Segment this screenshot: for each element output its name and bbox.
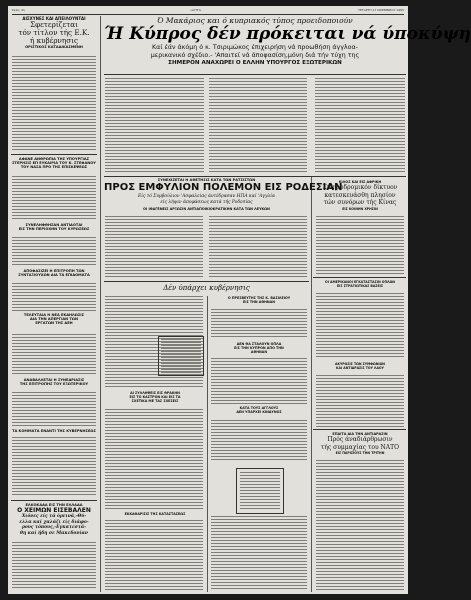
headline-line: ΚΑΙ ΑΝΤΙΔΡΑΣΙΣ ΤΟΥ ΛΑΟΥ xyxy=(336,366,384,370)
article-body xyxy=(12,237,96,267)
left-article-7-heading xyxy=(10,429,98,433)
article-body xyxy=(12,437,96,497)
no-government-heading xyxy=(104,284,309,292)
headline-line: ΑΚΥΡΩΣΙΣ ΤΩΝ ΣΥΜΦΩΝΙΩΝ xyxy=(335,362,385,366)
deck-line: Χιόνες είς τά όρεινά,-Θύ- xyxy=(21,514,87,519)
section-banner: ΟΙ ΙΘΑΓΕΝΕΙΣ ΑΡΞΩΣΙΝ ΑΝΤΙΑΠΟΙΚΙΟΚΡΑΤΙΚΗΝ ΚΑΤΑ ΤΩΝ ΛΕΥΚΩΝ xyxy=(143,207,270,211)
section-rule xyxy=(104,74,406,75)
headline-line: Σφετερίζεται xyxy=(30,20,78,29)
deck-line: θη καί ήδη σε Μακεδονίαν xyxy=(20,530,88,536)
article-body xyxy=(315,78,405,174)
kicker: ΕΛΚΟΚΑΔΑ ΕΙΣ ΤΗΝ ΕΛΛΑΔΑ xyxy=(25,503,83,507)
kicker: ΚΙΛΟΣ ΚΑΙ ΕΙΣ ΑΦΡΙΚΗ xyxy=(338,180,382,184)
article-body xyxy=(105,78,204,174)
article-body xyxy=(211,420,307,462)
ambassador-heading xyxy=(209,296,309,304)
headline-line: Σιδηροδρομικόν δίκτυον xyxy=(322,184,398,191)
headline-line: ΕΙΣ ΤΗΝ ΑΘΗΝΑΝ xyxy=(243,300,275,304)
arrest-story-heading xyxy=(104,391,206,403)
header-rule xyxy=(12,14,404,15)
article-body xyxy=(12,392,96,426)
headline-line: ΟΙ ΑΜΕΡΙΚΑΝΟΙ ΕΓΚΑΤΑΣΤΑΣΙΝ ΟΠΛΩΝ xyxy=(325,280,395,284)
section-banner: ΣΗΜΕΡΟΝ ΑΝΑΧΩΡΕΙ Ο ΕΛΛΗΝ ΥΠΟΥΡΓΟΣ ΕΞΩΤΕΡΙΚΩΝ xyxy=(168,60,342,66)
newspaper-page xyxy=(8,6,471,594)
article-body xyxy=(316,293,404,359)
left-article-5-heading xyxy=(10,313,98,325)
left-article-4-heading xyxy=(10,269,98,277)
weapons-heading xyxy=(209,342,309,354)
headline-line: ΕΙΣ ΣΤΡΑΤΙΩΤΙΚΑΣ ΒΑΣΕΙΣ xyxy=(336,284,384,288)
events-heading xyxy=(104,512,206,516)
section-rule xyxy=(104,176,406,177)
article-body xyxy=(12,176,96,220)
article-body xyxy=(12,334,96,376)
sidebar-box xyxy=(236,468,284,514)
headline-line: ΑΙ ΣΥΛΛΗΨΕΙΣ ΕΙΣ ΘΡΑΚΗΝ xyxy=(130,391,180,395)
article-body xyxy=(211,358,307,404)
headline-line: τών συνόρων τής Κίνας xyxy=(323,199,397,206)
article-body xyxy=(12,542,96,590)
article-body xyxy=(211,309,307,339)
kicker: ΑΦΑΝΕ ΑΝΘΡΩΠΙΑ ΤΗΣ ΥΠΟΥΡΓΙΑΣ xyxy=(18,157,90,161)
headline-line: ΕΙΣ ΤΗΝ ΚΥΠΡΟΝ ΑΠΟ ΤΗΝ xyxy=(234,346,284,350)
sidebar-box xyxy=(158,336,204,376)
china-story-heading xyxy=(314,180,406,211)
article-body xyxy=(240,472,280,510)
headline-line: ΤΕΛΕΥΤΑΙΑ Η ΝΕΑ ΕΚΔΗΛΩΣΙΣ xyxy=(23,313,85,317)
article-body xyxy=(316,216,404,274)
article-body xyxy=(105,409,203,509)
army-heading xyxy=(209,406,309,414)
byline: ΕΙΣ ΚΟΙΝΗΝ ΧΡΗΣΙΝ xyxy=(342,206,378,211)
deck-line: ελλα καί χαλάζι είς διάφο- xyxy=(19,519,89,525)
rhodesia-story-heading xyxy=(104,178,343,211)
article-body xyxy=(316,375,404,427)
column-rule xyxy=(207,296,208,592)
subheadline-line: μερικανικό σχέδιο.- 'Απαιτεί νά άποφασίση,μόνη διά τήν τύχη της xyxy=(150,52,360,59)
headline-line: ΣΧΕΤΙΚΑ ΜΕ ΤΑΣ ΣΧΕΣΕΙΣ xyxy=(131,399,179,403)
article-body xyxy=(105,216,203,278)
left-article-6-heading xyxy=(10,378,98,386)
byline: ΟΡΙΣΤΙΚΟΣ ΚΑΤΑΔΙΚΑΣΜΕΝΗ xyxy=(25,45,83,49)
headline-line: ΕΚΚΑΘΑΡΙΣΙΣ ΤΗΣ ΚΑΤΑΣΤΑΣΕΩΣ xyxy=(124,512,186,516)
headline-line: ΣΥΝΤΑΞΙΟΥΧΩΝ ΔΙΑ ΤΑ ΕΠΙΔΟΜΑΤΑ xyxy=(18,273,90,277)
deck-line: είς λήψιν άποφάσεως κατά τής Ροδεσίας xyxy=(160,199,253,205)
article-body xyxy=(161,339,201,373)
article-body xyxy=(12,283,96,311)
article-body xyxy=(105,520,203,590)
nato-story-heading xyxy=(314,432,406,455)
headline-line: κατεσκευάσθη πλησίον xyxy=(324,191,396,199)
section-rule xyxy=(104,281,309,282)
headline-line: ΕΙΣ ΤΗΝ ΠΕΡΙΟΧΗΝ ΤΟΥ ΚΥΡΩΣΕΩΣ xyxy=(18,227,90,231)
section-rule xyxy=(313,277,406,278)
headline-line: ΑΘΗΝΑΝ xyxy=(250,350,268,354)
headline-line: Πρός άναδιάρθρωσιν xyxy=(327,436,393,443)
headline-line: ΔΕΝ ΘΑ ΣΤΑΛΟΥΝ ΟΠΛΑ xyxy=(236,342,282,346)
main-story-heading xyxy=(104,16,471,67)
masthead-small: «ΑΥΓΗ» xyxy=(190,8,202,12)
deck-line: ρους τόπους,-Εγκατεστά- xyxy=(21,525,87,530)
headline-line: ΣΥΝΕΛΗΦΘΗΣΑΝ ΑΝΤΙΔΟΤΑΙ xyxy=(25,223,83,227)
headline-line: Ο ΠΡΕΣΒΕΥΤΗΣ ΤΗΣ Κ. ΒΑΣΙΛΕΙΟΥ xyxy=(227,296,291,300)
left-article-2-heading xyxy=(10,157,98,169)
column-rule xyxy=(100,16,101,592)
headline-line: τής συμμαχίας του ΝΑΤΟ xyxy=(320,443,400,451)
headline: Δέν ύπάρχει κυβέρνησις xyxy=(163,284,250,292)
main-headline: Ή Κύπρος δέν πρόκειται νά ύποκύψη xyxy=(104,24,471,44)
section-rule xyxy=(11,500,97,501)
headline-line: ΚΑΤΑ ΤΟΥΣ ΑΓΓΛΟΥΣ xyxy=(239,406,279,410)
left-article-8-heading xyxy=(10,503,98,536)
page-number: Σελίς 4η xyxy=(12,8,25,12)
right-article-heading xyxy=(314,362,406,370)
headline-line: ΤΟΥ ΝΑΣΑ ΠΡΟ ΤΗΣ ΕΠΙΣΚΕΨΕΩΣ xyxy=(20,165,88,169)
article-body xyxy=(209,216,307,278)
headline-line: ΕΙΣ ΤΟ ΚΑΣΤΡΟΝ ΚΑΙ ΕΙΣ ΤΑ xyxy=(129,395,181,399)
headline-line: ή κυβέρνησις xyxy=(30,36,78,45)
right-article-heading xyxy=(314,280,406,288)
article-body xyxy=(211,516,307,590)
section-rule xyxy=(11,154,97,155)
byline: ΕΙΣ ΠΑΡΙΣΙΟΥΣ ΤΗΝ ΤΡΙΤΗΝ xyxy=(335,451,385,455)
article-body xyxy=(209,78,307,174)
column-rule xyxy=(311,176,312,592)
headline-line: Ο ΧΕΙΜΩΝ ΕΙΣΕΒΑΛΕΝ xyxy=(17,507,91,514)
article-body xyxy=(316,460,404,590)
headline-line: ΑΠΟΦΑΣΙΖΕΙ Η ΕΠΙΤΡΟΠΗ ΤΩΝ xyxy=(23,269,85,273)
headline-line: ΕΡΓΑΤΩΝ ΤΗΣ ΔΕΗ xyxy=(35,321,73,325)
page-header xyxy=(12,8,404,14)
headline-line: τόν τίτλον τής Ε.Κ. xyxy=(18,28,90,37)
edition-date: ΤΕΤΑΡΤΗ 17 ΝΟΕΜΒΡΙΟΥ 1965 xyxy=(358,8,404,12)
rhodesia-headline: ΠΡΟΣ ΕΜΦΥΛΙΟΝ ΠΟΛΕΜΟΝ ΕΙΣ ΡΟΔΕΣΙΑΝ xyxy=(104,182,343,193)
headline-line: ΤΗΣ ΕΠΙΤΡΟΠΗΣ ΤΟΥ ΕΞΩΤΕΡΙΚΟΥ xyxy=(19,382,89,386)
section-rule xyxy=(313,429,406,430)
overline: Ό Μακάριος και ό κυπριακός τύπος προειδοποιούν xyxy=(157,16,353,25)
headline-line: ΔΕΝ ΥΠΑΡΧΕΙ ΚΙΝΔΥΝΟΣ xyxy=(236,410,282,414)
headline-line: ΤΑ ΚΟΜΜΑΤΑ ΕΝΑΝΤΙ ΤΗΣ ΚΥΒΕΡΝΗΣΕΩΣ xyxy=(12,429,96,433)
kicker: ΣΥΝΕΧΙΖΕΤΑΙ Η ΑΘΕΤΗΣΙΣ ΚΑΤΑ ΤΩΝ ΡΑΤΣΙΣΤΩΝ xyxy=(157,178,256,182)
kicker: ΕΠΑΙΤΑ ΔΙΑ ΤΗΝ ΑΝΤΙΔΡΑΣΙΝ xyxy=(332,432,388,436)
kicker: ΑΙΣΧΥΝΕΣ ΚΑΙ ΑΠΕΙΛΟΥΝΤΑΙ xyxy=(22,16,86,21)
subheadline-line: Καί έάν άκόμη ό κ. Τσιριμώκος έπιχειρήση νά προωθήση άγγλοα- xyxy=(152,44,358,51)
headline-line: ΔΙΑ ΤΗΝ ΑΠΕΡΓΙΑΝ ΤΩΝ xyxy=(30,317,78,321)
headline-line: ΑΝΑΒΑΛΛΕΤΑΙ Η ΣΥΝΕΔΡΙΑΣΙΣ xyxy=(23,378,85,382)
left-article-3-heading xyxy=(10,223,98,231)
headline-line: ΣΤΕΡΗΣΙΣ ΕΠ ΕΥΚΑΙΡΙΑ ΤΟΥ Κ. ΣΤΕΦΑΝΟΥ xyxy=(12,161,96,165)
article-body xyxy=(12,56,96,152)
deck-line: Είς τό Συμβούλιον 'Ασφαλείας άντέδρασαν ΗΠΑ καί 'Αγγλία xyxy=(138,194,275,199)
left-article-1-heading xyxy=(10,16,98,49)
